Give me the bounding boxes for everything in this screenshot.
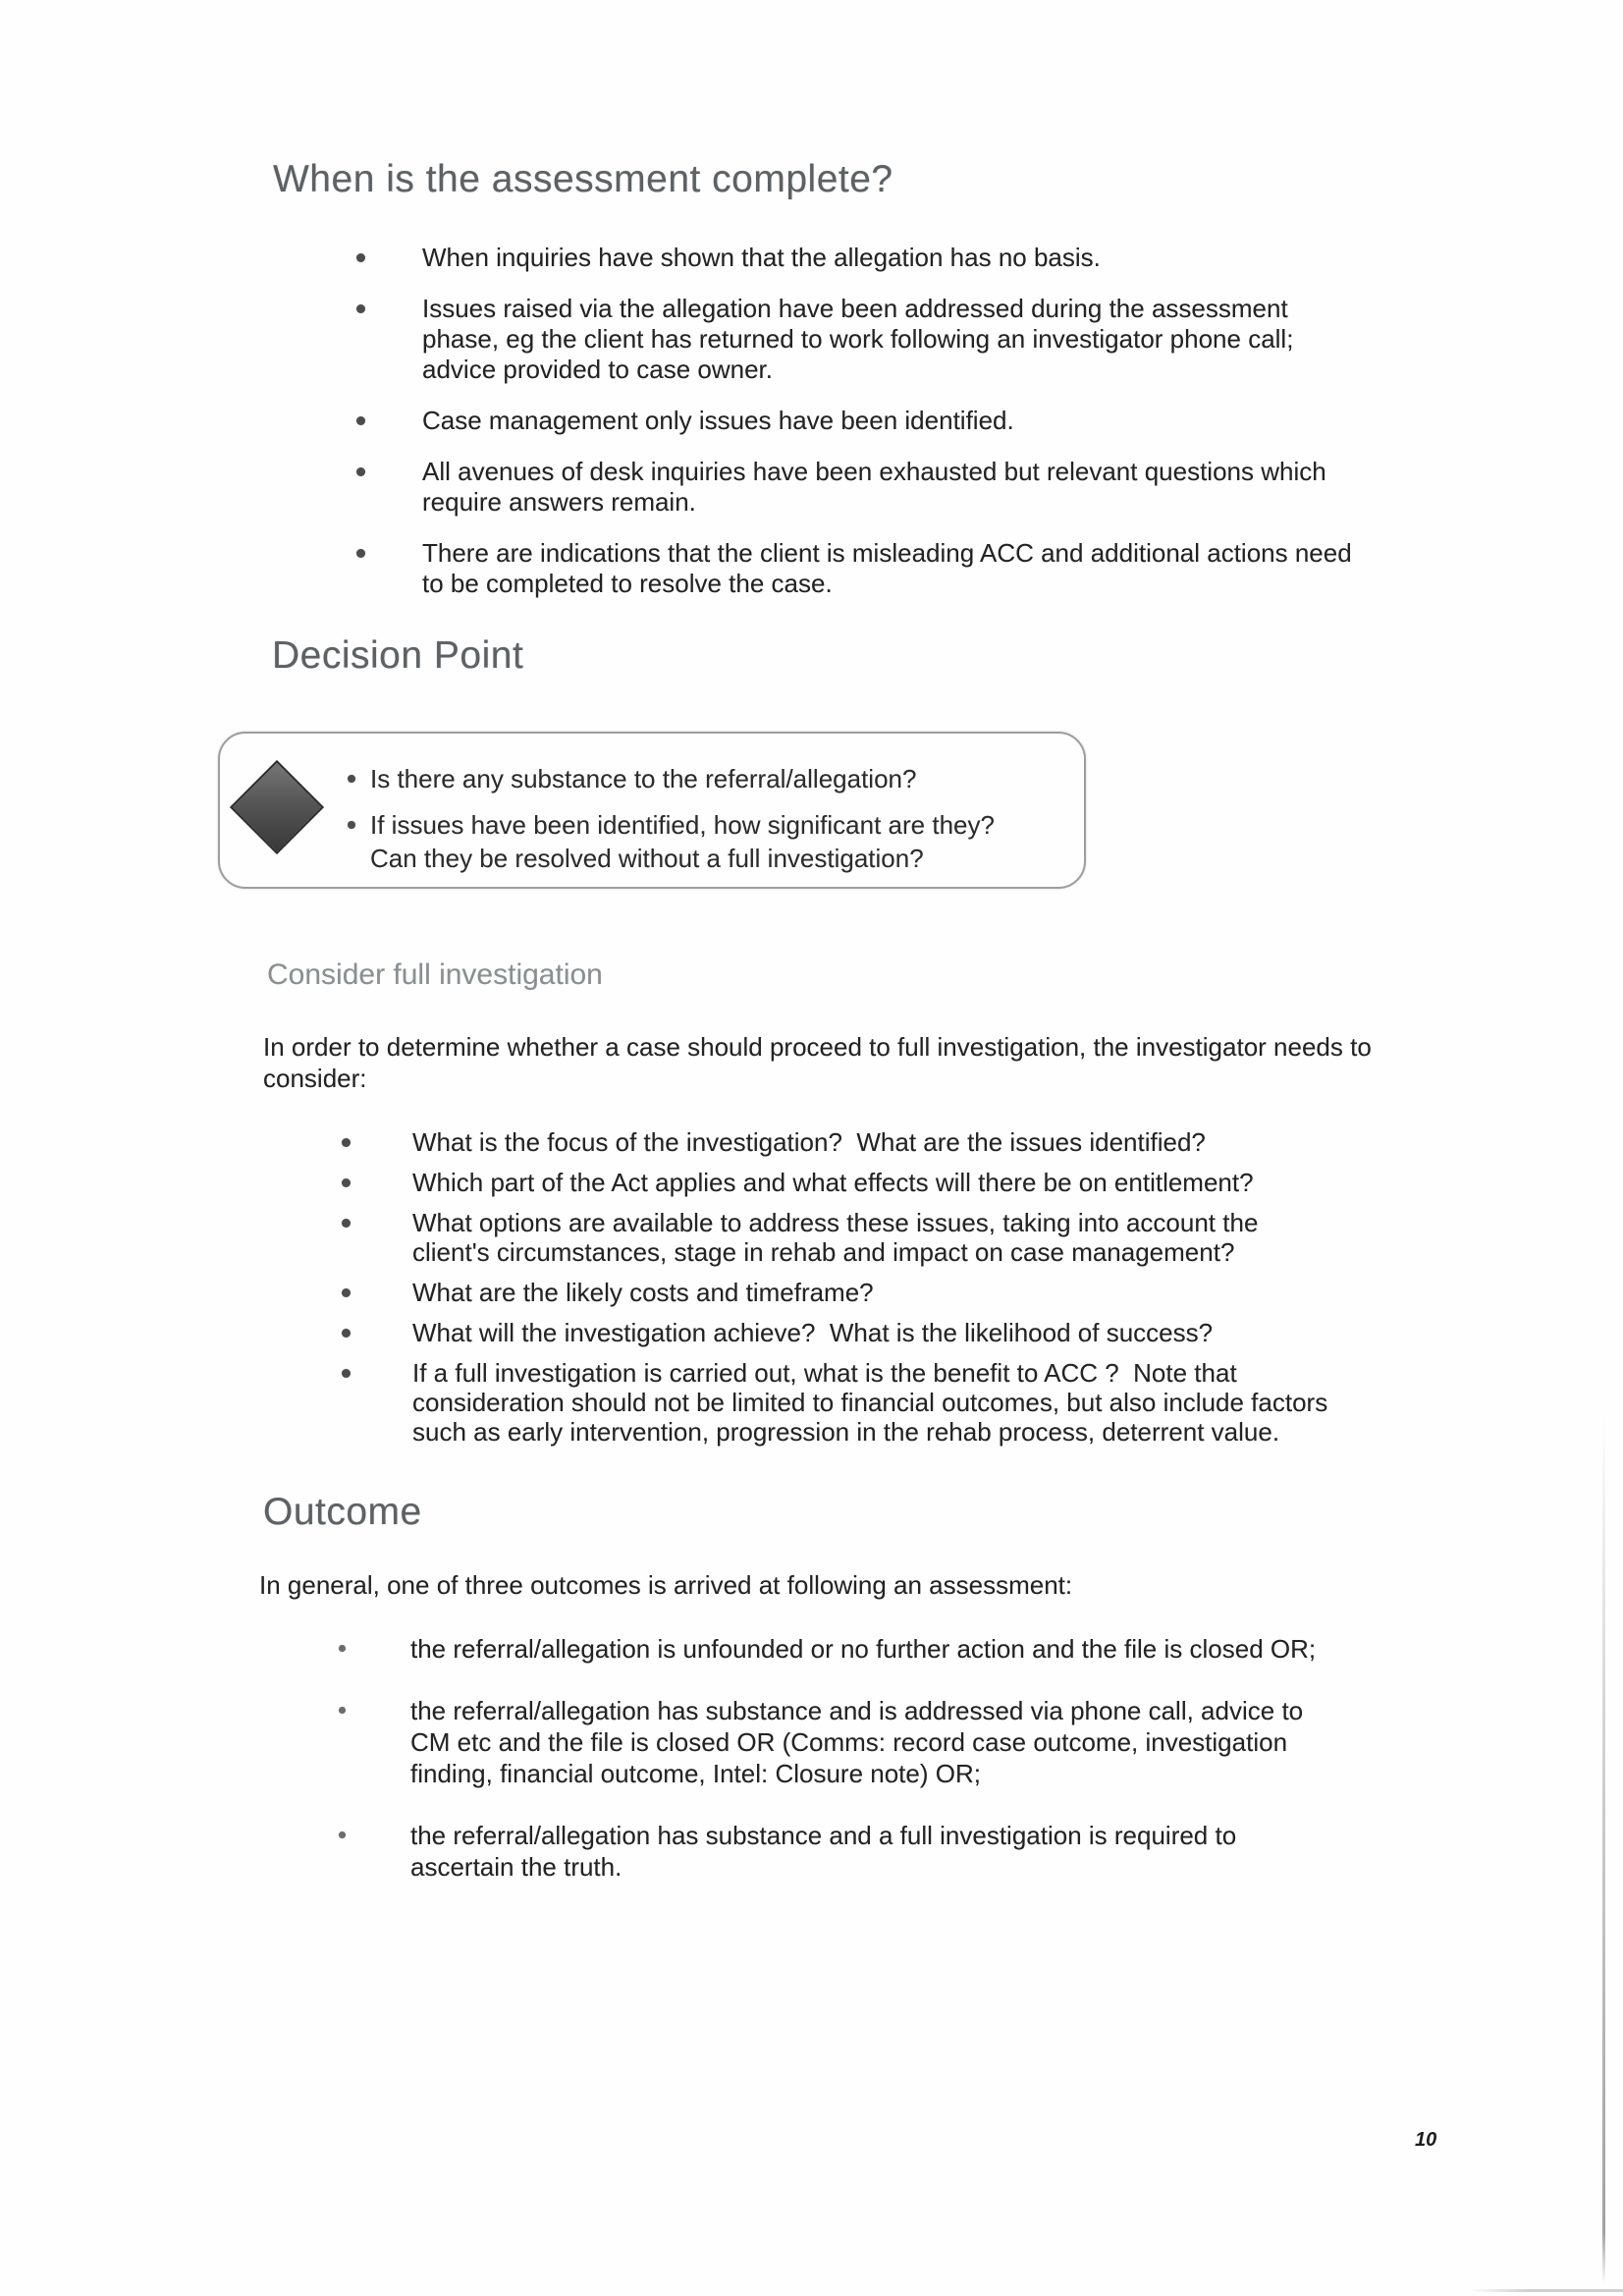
- consider-intro-paragraph: In order to determine whether a case should proceed to full investigation, the investigator needs to consider:: [263, 1032, 1380, 1093]
- bullet-text: If issues have been identified, how significant are they? Can they be resolved without a full investigation?: [370, 810, 1002, 873]
- bullet-icon: [342, 1288, 351, 1297]
- page-number: 10: [1415, 2129, 1437, 2151]
- bullet-text: the referral/allegation has substance and is addressed via phone call, advice to CM etc and the file is closed OR (Comms: record case outcome, investigation finding, financial outcome, Intel: Closure note) OR;: [410, 1696, 1311, 1788]
- list-item: [342, 1208, 1335, 1267]
- bullet-icon: [339, 1831, 346, 1838]
- scan-edge-line: [1602, 1414, 1605, 2283]
- bullet-text: When inquiries have shown that the allegation has no basis.: [422, 243, 1101, 272]
- bullet-icon: [356, 467, 365, 476]
- bullet-text: Case management only issues have been identified.: [422, 406, 1014, 435]
- bullet-icon: [342, 1329, 351, 1338]
- outcome-bullet-list: [339, 1633, 1338, 1913]
- bullet-text: Is there any substance to the referral/allegation?: [370, 764, 917, 793]
- decision-diamond-icon: [230, 760, 324, 854]
- assessment-bullet-list: [356, 243, 1360, 620]
- scan-edge-line: [1469, 2289, 1623, 2292]
- bullet-icon: [348, 821, 355, 829]
- list-item: [356, 406, 1360, 436]
- section-title-decision-point: Decision Point: [272, 634, 524, 677]
- list-item: [342, 1127, 1335, 1157]
- bullet-text: All avenues of desk inquiries have been exhausted but relevant questions which require answers remain.: [422, 457, 1333, 517]
- list-item: [339, 1695, 1338, 1789]
- bullet-icon: [342, 1369, 351, 1378]
- bullet-text: Which part of the Act applies and what effects will there be on entitlement?: [412, 1168, 1254, 1197]
- bullet-icon: [356, 253, 365, 262]
- bullet-text: What are the likely costs and timeframe?: [412, 1278, 874, 1307]
- list-item: [342, 1318, 1335, 1347]
- bullet-icon: [356, 416, 365, 425]
- decision-point-box: [218, 732, 1086, 889]
- bullet-text: What is the focus of the investigation? What are the issues identified?: [412, 1127, 1206, 1157]
- bullet-text: If a full investigation is carried out, what is the benefit to ACC ? Note that consideration should not be limited to financial outcomes, but also include factors such as early intervention, progression in the rehab process, deterrent value.: [412, 1358, 1335, 1447]
- bullet-text: the referral/allegation is unfounded or no further action and the file is closed OR;: [410, 1634, 1317, 1664]
- bullet-icon: [342, 1178, 351, 1187]
- bullet-text: There are indications that the client is misleading ACC and additional actions need to be completed to resolve the case.: [422, 538, 1359, 598]
- list-item: [342, 1278, 1335, 1307]
- decision-bullet-list: [348, 762, 1045, 875]
- bullet-text: What options are available to address these issues, taking into account the client's circumstances, stage in rehab and impact on case management?: [412, 1208, 1266, 1267]
- list-item: [356, 538, 1360, 599]
- bullet-text: Issues raised via the allegation have been addressed during the assessment phase, eg the client has returned to work following an investigator phone call; advice provided to case owner.: [422, 294, 1301, 384]
- list-item: [342, 1358, 1335, 1447]
- bullet-icon: [339, 1645, 346, 1652]
- list-item: [356, 457, 1360, 518]
- list-item: [348, 762, 1045, 795]
- bullet-icon: [356, 549, 365, 558]
- bullet-icon: [342, 1138, 351, 1147]
- bullet-icon: [356, 304, 365, 313]
- section-title-assessment-complete: When is the assessment complete?: [273, 158, 893, 200]
- section-title-outcome: Outcome: [263, 1491, 422, 1533]
- list-item: [342, 1168, 1335, 1197]
- list-item: [339, 1633, 1338, 1665]
- section-title-consider-full-investigation: Consider full investigation: [267, 958, 603, 991]
- bullet-icon: [339, 1707, 346, 1714]
- bullet-text: What will the investigation achieve? What is the likelihood of success?: [412, 1318, 1214, 1347]
- outcome-intro-paragraph: In general, one of three outcomes is arrived at following an assessment:: [259, 1570, 1073, 1600]
- list-item: [339, 1820, 1338, 1883]
- bullet-text: the referral/allegation has substance and a full investigation is required to ascertain the truth.: [410, 1821, 1244, 1882]
- list-item: [348, 808, 1045, 875]
- list-item: [356, 243, 1360, 273]
- bullet-icon: [348, 775, 355, 783]
- consider-bullet-list: [342, 1127, 1335, 1457]
- bullet-icon: [342, 1219, 351, 1228]
- list-item: [356, 294, 1360, 385]
